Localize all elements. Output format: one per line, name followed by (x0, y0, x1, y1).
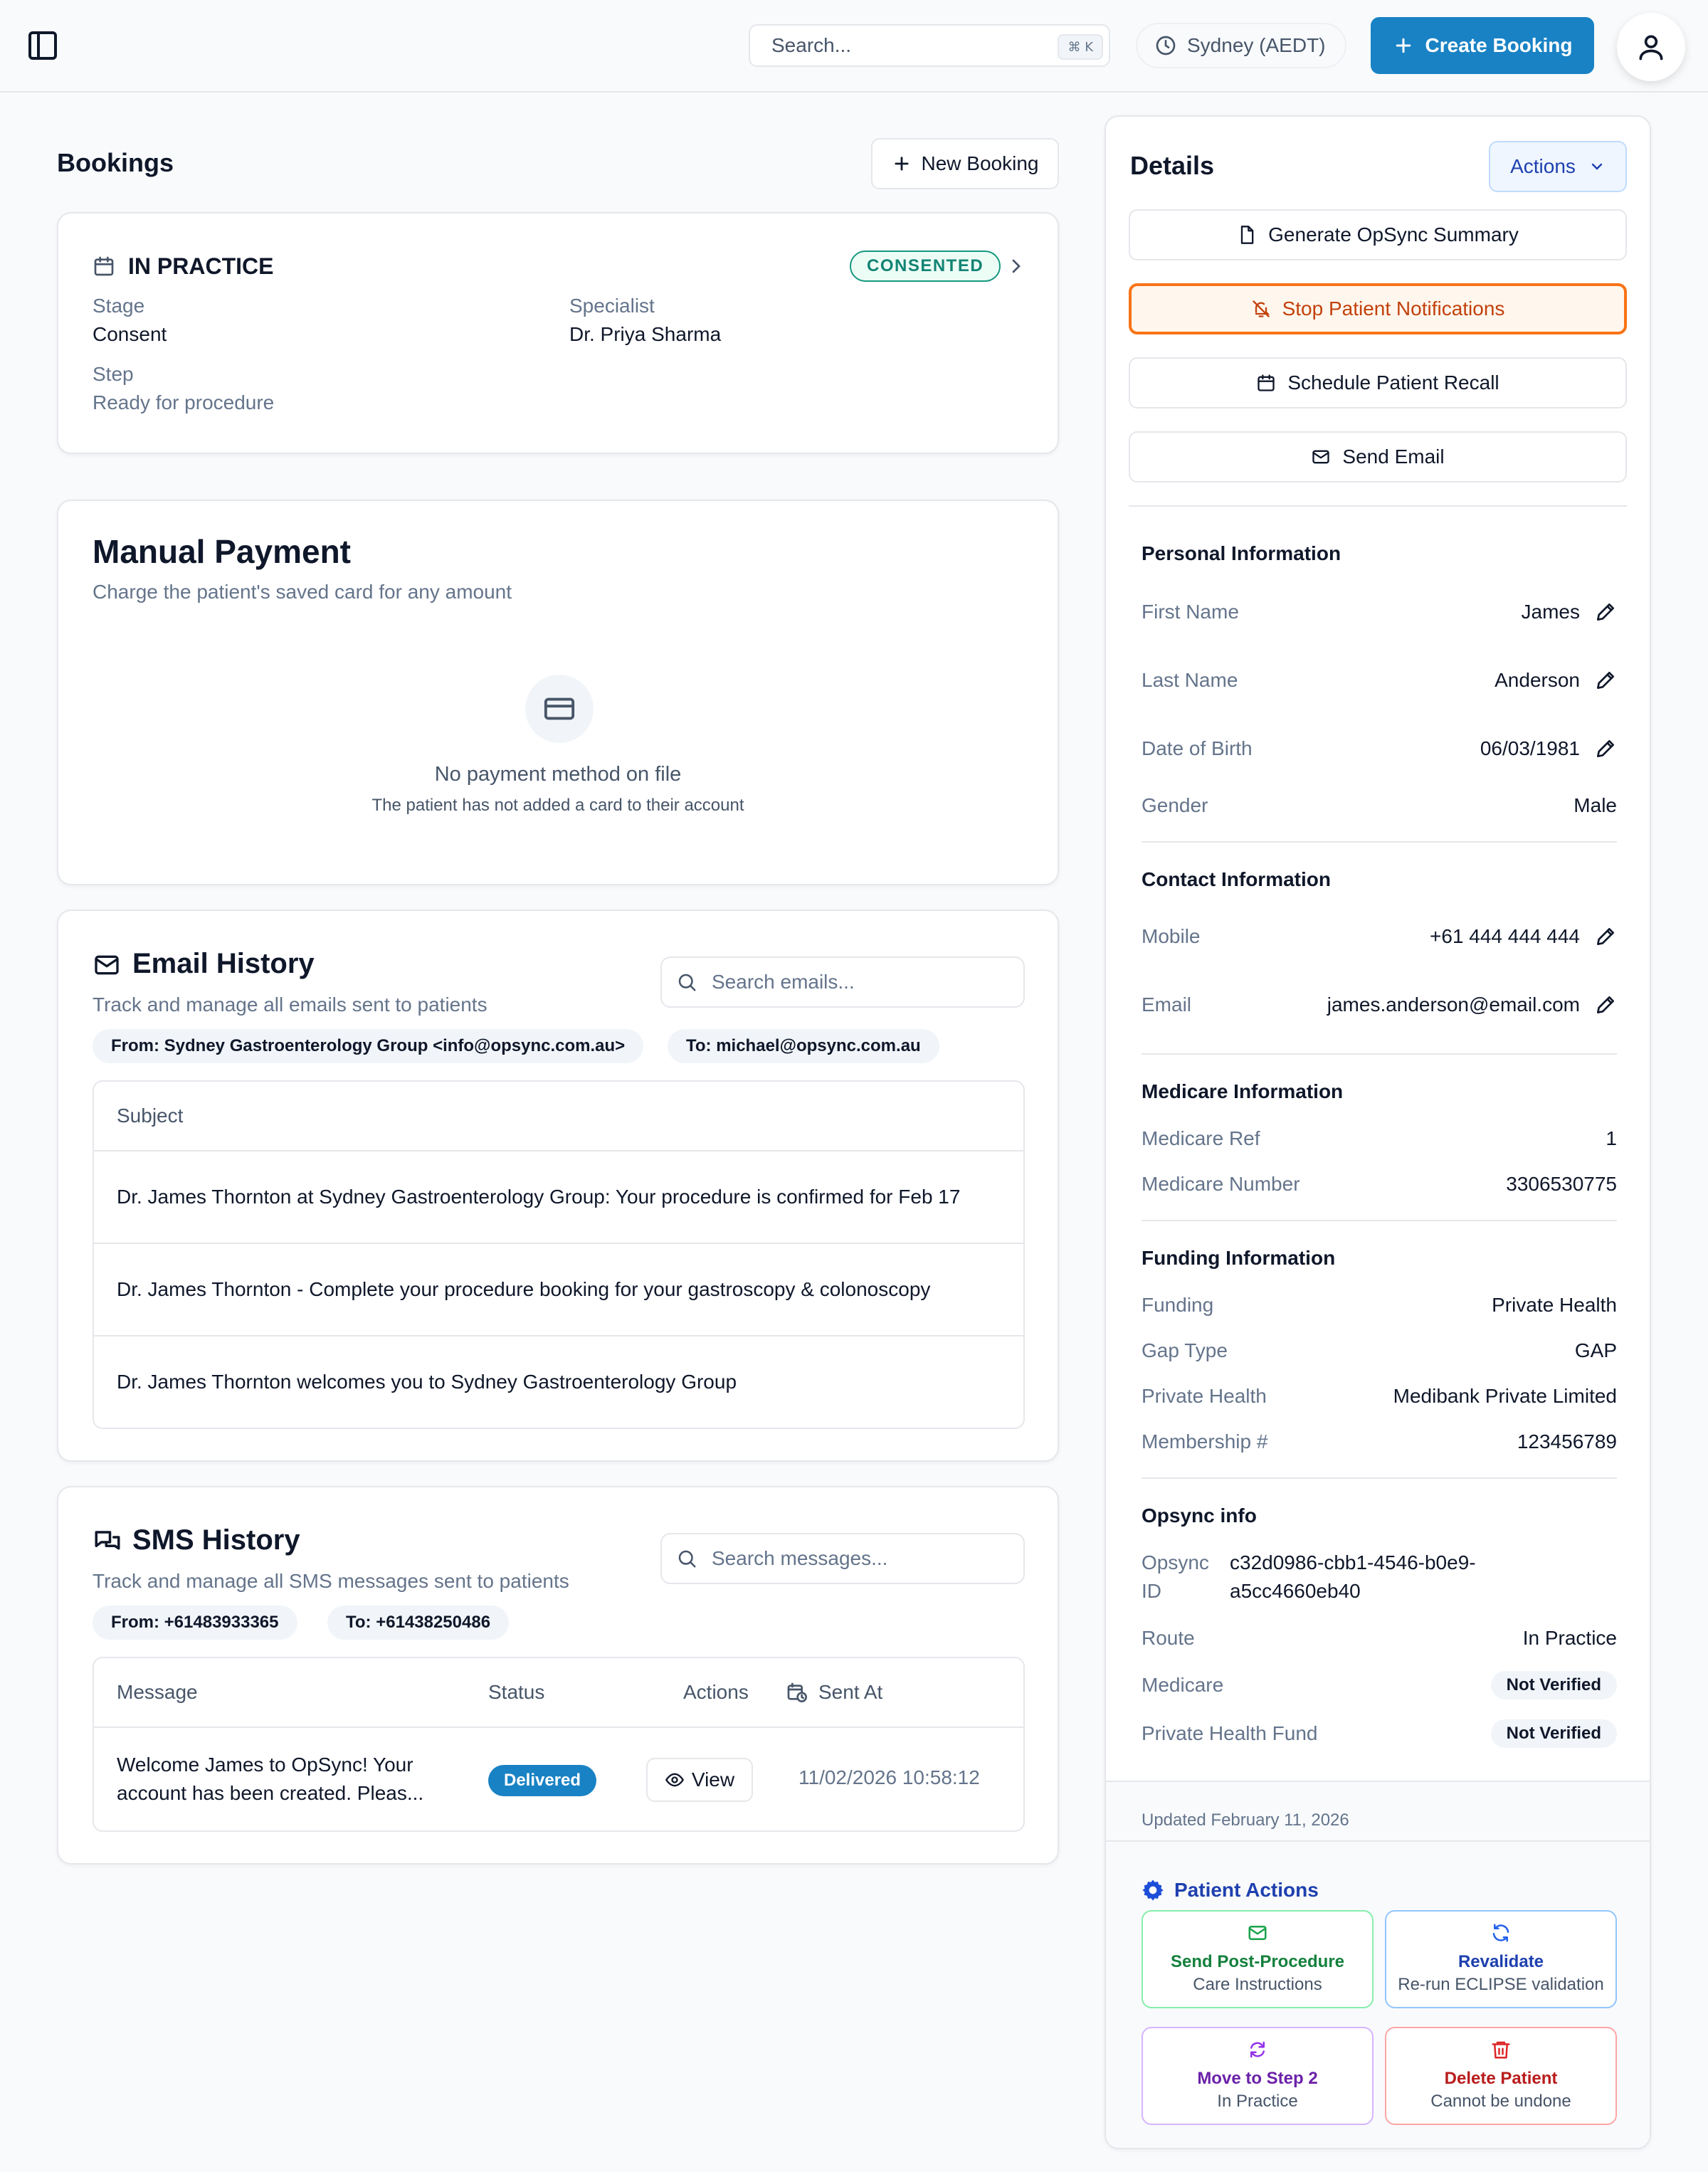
email-to-chip: To: michael@opsync.com.au (668, 1029, 939, 1063)
email-history-title: Email History (132, 948, 315, 979)
generate-summary-label: Generate OpSync Summary (1268, 223, 1519, 246)
stage-value: Consent (93, 323, 167, 345)
medicare-ref-label: Medicare Ref (1142, 1127, 1260, 1149)
divider (1142, 1220, 1617, 1221)
status-badge: Not Verified (1491, 1719, 1617, 1748)
send-email-button[interactable] (1129, 431, 1627, 483)
table-row[interactable] (94, 1335, 1023, 1428)
email-label: Email (1142, 993, 1192, 1016)
dob-label: Date of Birth (1142, 737, 1253, 759)
delete-patient-subtitle: Cannot be undone (1430, 2092, 1571, 2111)
private-health-fund-label: Private Health Fund (1142, 1722, 1318, 1744)
chevron-down-icon (1588, 158, 1606, 175)
medicare-ref-value: 1 (1606, 1127, 1617, 1149)
medicare-status-row (1142, 1671, 1617, 1699)
delete-patient-button[interactable] (1385, 2027, 1617, 2125)
membership-row (1142, 1428, 1617, 1456)
private-health-fund-row (1142, 1719, 1617, 1748)
actions-label: Actions (1510, 155, 1576, 177)
divider (1142, 841, 1617, 843)
medicare-number-label: Medicare Number (1142, 1173, 1300, 1195)
new-booking-label: New Booking (921, 152, 1039, 174)
email-table (93, 1080, 1025, 1429)
mail-icon (1311, 447, 1331, 467)
status-badge: Delivered (488, 1765, 596, 1796)
contact-info-heading: Contact Information (1142, 868, 1331, 890)
table-row[interactable] (94, 1150, 1023, 1243)
actions-dropdown-button[interactable] (1489, 141, 1627, 192)
pencil-icon[interactable] (1594, 993, 1617, 1016)
messages-icon (93, 1527, 122, 1557)
membership-label: Membership # (1142, 1430, 1268, 1453)
schedule-recall-label: Schedule Patient Recall (1287, 371, 1499, 394)
create-booking-button[interactable] (1371, 17, 1594, 74)
mail-icon (93, 951, 121, 979)
route-value: In Practice (1522, 1627, 1617, 1649)
revalidate-title: Revalidate (1457, 1952, 1544, 1971)
personal-info-heading: Personal Information (1142, 542, 1341, 564)
mail-icon (1247, 1922, 1268, 1944)
clock-icon (1154, 34, 1177, 57)
email-subject: Dr. James Thornton welcomes you to Sydney Gastroenterology Group (117, 1371, 737, 1393)
sms-message-line: account has been created. Pleas... (117, 1782, 424, 1804)
status-column-header: Status (488, 1681, 545, 1703)
sms-history-card (57, 1486, 1059, 1865)
move-to-step-title: Move to Step 2 (1197, 2069, 1318, 2088)
manual-payment-title: Manual Payment (93, 533, 351, 570)
step-label: Step (93, 363, 134, 385)
user-icon (1635, 31, 1667, 63)
specialist-label: Specialist (569, 295, 655, 317)
pencil-icon[interactable] (1594, 601, 1617, 623)
first-name-value: James (1521, 601, 1580, 623)
search-icon (676, 971, 697, 993)
medicare-ref-row (1142, 1124, 1617, 1153)
global-search-input[interactable] (749, 24, 1110, 67)
actions-column-header: Actions (683, 1681, 749, 1703)
no-payment-title: No payment method on file (434, 763, 682, 786)
top-bar (0, 0, 1708, 93)
step-value: Ready for procedure (93, 391, 275, 413)
send-email-label: Send Email (1342, 446, 1445, 468)
sms-search-input[interactable] (660, 1533, 1025, 1584)
opsync-id-line: c32d0986-cbb1-4546-b0e9- (1230, 1551, 1476, 1573)
calendar-icon (93, 255, 115, 278)
opsync-id-label (1142, 1549, 1209, 1606)
send-post-procedure-button[interactable] (1142, 1910, 1374, 2008)
last-name-value: Anderson (1494, 669, 1580, 691)
mobile-label: Mobile (1142, 925, 1201, 947)
plus-icon (1393, 35, 1414, 56)
stage-label: Stage (93, 295, 145, 317)
medicare-number-value: 3306530775 (1506, 1173, 1617, 1195)
email-from-chip: From: Sydney Gastroenterology Group <info@opsync.com.au> (93, 1029, 643, 1063)
timezone-label: Sydney (AEDT) (1187, 34, 1326, 56)
email-history-subtitle: Track and manage all emails sent to patients (93, 993, 487, 1016)
gender-value: Male (1573, 794, 1617, 816)
dob-row (1142, 734, 1617, 763)
opsync-id-value (1230, 1549, 1476, 1606)
status-badge: Not Verified (1491, 1671, 1617, 1699)
pencil-icon[interactable] (1594, 925, 1617, 948)
private-health-value: Medibank Private Limited (1393, 1385, 1617, 1407)
private-health-row (1142, 1382, 1617, 1411)
email-search-input[interactable] (660, 956, 1025, 1008)
email-search-placeholder: Search emails... (712, 971, 855, 993)
email-subject: Dr. James Thornton at Sydney Gastroenterology Group: Your procedure is confirmed for Feb 17 (117, 1186, 961, 1208)
details-title: Details (1130, 151, 1215, 180)
private-health-label: Private Health (1142, 1385, 1267, 1407)
sms-sent-at: 11/02/2026 10:58:12 (798, 1766, 980, 1788)
search-placeholder: Search... (771, 34, 852, 56)
first-name-label: First Name (1142, 601, 1239, 623)
medicare-status-label: Medicare (1142, 1674, 1224, 1696)
booking-card[interactable] (57, 212, 1059, 454)
manual-payment-card (57, 500, 1059, 885)
route-row (1142, 1624, 1617, 1652)
updated-date: Updated February 11, 2026 (1142, 1810, 1349, 1830)
gap-type-label: Gap Type (1142, 1339, 1228, 1361)
funding-value: Private Health (1492, 1294, 1617, 1316)
funding-info-heading: Funding Information (1142, 1247, 1336, 1269)
refresh-icon (1490, 1922, 1512, 1944)
calendar-clock-icon (786, 1681, 808, 1704)
divider (1142, 1053, 1617, 1055)
patient-actions-heading: Patient Actions (1174, 1879, 1319, 1901)
search-icon (676, 1548, 697, 1569)
pencil-icon[interactable] (1594, 737, 1617, 760)
gear-icon (1142, 1879, 1164, 1902)
bell-off-icon (1251, 299, 1271, 319)
chevron-right-icon[interactable] (1005, 255, 1028, 278)
sms-search-placeholder: Search messages... (712, 1547, 888, 1569)
sms-history-subtitle: Track and manage all SMS messages sent to patients (93, 1570, 569, 1592)
mobile-row (1142, 922, 1617, 951)
gap-type-value: GAP (1574, 1339, 1617, 1361)
funding-row (1142, 1291, 1617, 1319)
eye-icon (665, 1770, 685, 1790)
sms-to-chip: To: +61438250486 (327, 1606, 509, 1640)
search-shortcut: ⌘ K (1058, 34, 1103, 60)
table-row[interactable] (94, 1726, 1023, 1832)
move-to-step-subtitle: In Practice (1217, 2092, 1298, 2111)
divider (1129, 505, 1627, 507)
send-post-procedure-title: Send Post-Procedure (1170, 1952, 1345, 1971)
mobile-value: +61 444 444 444 (1430, 925, 1580, 947)
sms-history-title: SMS History (132, 1524, 300, 1556)
sms-message-line: Welcome James to OpSync! Your (117, 1754, 413, 1776)
no-payment-subtitle: The patient has not added a card to their account (371, 796, 744, 815)
generate-summary-button[interactable] (1129, 209, 1627, 260)
new-booking-button[interactable] (871, 138, 1059, 189)
last-name-label: Last Name (1142, 669, 1238, 691)
medicare-number-row (1142, 1170, 1617, 1198)
sidebar-toggle-icon[interactable] (26, 28, 60, 63)
medicare-info-heading: Medicare Information (1142, 1080, 1344, 1102)
sms-message (117, 1751, 423, 1808)
consent-status-badge: CONSENTED (850, 251, 1001, 282)
first-name-row (1142, 598, 1617, 626)
divider (1142, 1477, 1617, 1479)
timezone-selector[interactable] (1136, 23, 1346, 68)
gender-label: Gender (1142, 794, 1208, 816)
specialist-value: Dr. Priya Sharma (569, 323, 722, 345)
dob-value: 06/03/1981 (1480, 737, 1580, 759)
user-avatar[interactable] (1617, 13, 1685, 81)
membership-value: 123456789 (1517, 1430, 1617, 1453)
opsync-id-line: a5cc4660eb40 (1230, 1580, 1361, 1602)
manual-payment-subtitle: Charge the patient's saved card for any amount (93, 581, 512, 603)
revalidate-subtitle: Re-run ECLIPSE validation (1398, 1975, 1604, 1994)
calendar-icon (1256, 373, 1276, 393)
bookings-title: Bookings (57, 148, 174, 177)
gap-type-row (1142, 1337, 1617, 1365)
stop-notifications-label: Stop Patient Notifications (1282, 297, 1505, 320)
divider (1106, 1840, 1651, 1842)
email-value: james.anderson@email.com (1327, 993, 1580, 1016)
subject-column-header: Subject (117, 1105, 184, 1127)
details-panel (1105, 115, 1651, 2149)
route-label: Route (1142, 1627, 1195, 1649)
email-row (1142, 991, 1617, 1019)
booking-location: IN PRACTICE (128, 253, 274, 279)
stop-notifications-button[interactable] (1129, 283, 1627, 334)
table-row[interactable] (94, 1243, 1023, 1335)
message-column-header: Message (117, 1681, 198, 1703)
create-booking-label: Create Booking (1425, 34, 1573, 56)
pencil-icon[interactable] (1594, 669, 1617, 692)
funding-label: Funding (1142, 1294, 1214, 1316)
credit-card-icon (525, 675, 594, 743)
sent-at-column-header: Sent At (818, 1681, 883, 1703)
opsync-id-label-line: ID (1142, 1580, 1161, 1602)
email-subject: Dr. James Thornton - Complete your procedure booking for your gastroscopy & colonoscopy (117, 1278, 931, 1300)
plus-icon (892, 154, 912, 174)
file-icon (1237, 225, 1257, 245)
trash-icon (1490, 2039, 1512, 2060)
last-name-row (1142, 666, 1617, 695)
opsync-info-heading: Opsync info (1142, 1504, 1257, 1527)
cycle-icon (1247, 2039, 1268, 2060)
view-label: View (691, 1768, 735, 1791)
gender-row (1142, 791, 1617, 820)
email-history-card (57, 910, 1059, 1462)
schedule-recall-button[interactable] (1129, 357, 1627, 408)
revalidate-button[interactable] (1385, 1910, 1617, 2008)
view-message-button[interactable] (646, 1758, 753, 1802)
sms-from-chip: From: +61483933365 (93, 1606, 297, 1640)
move-to-step-button[interactable] (1142, 2027, 1374, 2125)
sms-table (93, 1657, 1025, 1832)
send-post-procedure-subtitle: Care Instructions (1193, 1975, 1322, 1994)
delete-patient-title: Delete Patient (1444, 2069, 1558, 2088)
opsync-id-label-line: Opsync (1142, 1551, 1209, 1573)
